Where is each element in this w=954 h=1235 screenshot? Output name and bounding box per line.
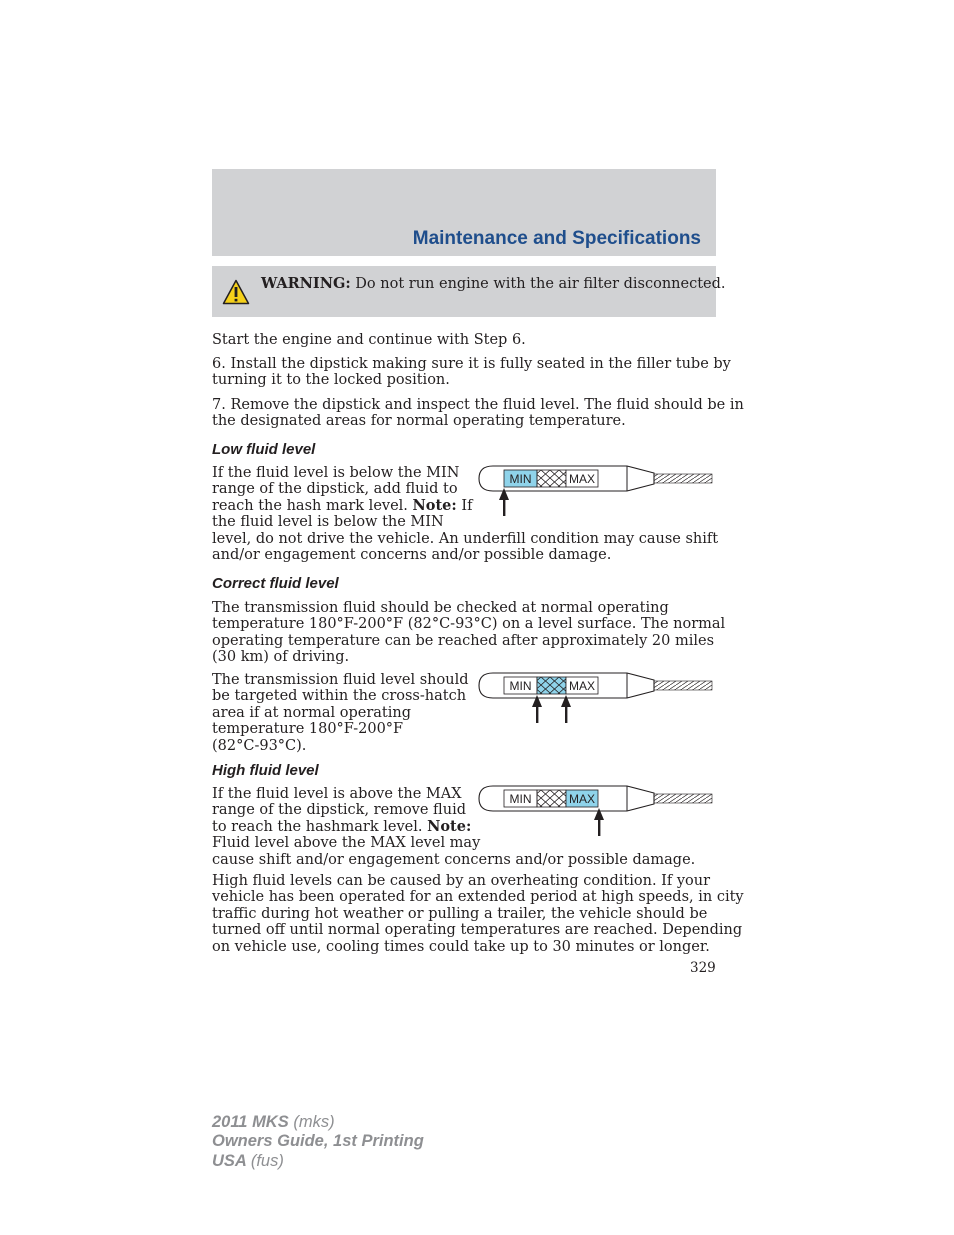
heading-high-fluid: High fluid level: [212, 762, 319, 779]
min-label: MIN: [509, 679, 532, 693]
max-label: MAX: [568, 792, 596, 806]
max-label: MAX: [568, 679, 596, 693]
warning-label: WARNING:: [261, 275, 351, 292]
warning-message: Do not run engine with the air filter disconnected.: [355, 276, 726, 292]
dipstick-diagram-high: [478, 782, 714, 844]
paragraph-step6: 6. Install the dipstick making sure it is fully seated in the filler tube by turning it to the locked position.: [212, 356, 731, 389]
min-label: MIN: [509, 792, 532, 806]
hatch-zone: [537, 470, 566, 487]
arrow-up-icon: [532, 695, 542, 723]
arrow-up-icon: [594, 808, 604, 836]
heading-correct-fluid: Correct fluid level: [212, 575, 339, 592]
page-number: 329: [690, 960, 716, 976]
hatch-zone: [537, 790, 566, 807]
arrow-up-icon: [561, 695, 571, 723]
heading-low-fluid: Low fluid level: [212, 441, 316, 458]
dipstick-diagram-correct: [478, 669, 714, 731]
warning-triangle-icon: [222, 279, 250, 305]
dipstick-diagram-low: [478, 462, 714, 524]
paragraph-step7: 7. Remove the dipstick and inspect the fluid level. The fluid should be in the designated areas for normal operating temperature.: [212, 397, 744, 430]
paragraph-correct-fluid-1: The transmission fluid should be checked at normal operating temperature 180°F-200°F (82°C-93°C) on a level surface. The normal operating temperature can be reached after approximately 20 miles (30 km) of driving.: [212, 600, 726, 666]
footer-printing-info: 2011 MKS (mks) Owners Guide, 1st Printing USA (fus): [212, 1113, 424, 1170]
paragraph-high-fluid-2: High fluid levels can be caused by an overheating condition. If your vehicle has been operated for an extended period at high speeds, in city traffic during hot weather or pulling a trailer, the vehicle should be turned off until normal operating temperatures are reached. Depending on vehicle use, cooling times could take up to 30 minutes or longer.: [212, 873, 744, 955]
note-label: Note:: [427, 817, 472, 835]
warning-box: [212, 266, 726, 317]
warning-text: [261, 275, 726, 293]
paragraph-correct-fluid-2: The transmission fluid level should be targeted within the cross-hatch area if at normal operating temperature 180°F-200°F (82°C-93°C).: [212, 672, 469, 754]
arrow-up-icon: [499, 488, 509, 516]
note-label: Note:: [412, 496, 457, 514]
section-title: Maintenance and Specifications: [412, 228, 701, 249]
min-label: MIN: [509, 472, 532, 486]
paragraph-step5-cont: Start the engine and continue with Step 6.: [212, 332, 526, 348]
header-band: [212, 169, 716, 256]
max-label: MAX: [568, 472, 596, 486]
paragraph-low-fluid: If the fluid level is below the MIN range of the dipstick, add fluid to reach the hash mark level. Note: If the fluid level is below the MIN level, do not drive the vehicle. An underfill condition may cause shift and/or engagement concerns and/or possible damage.: [212, 465, 719, 564]
paragraph-high-fluid-1: If the fluid level is above the MAX range of the dipstick, remove fluid to reach the hashmark level. Note: Fluid level above the MAX level may cause shift and/or engagement concerns and/or possible damage.: [212, 786, 696, 868]
